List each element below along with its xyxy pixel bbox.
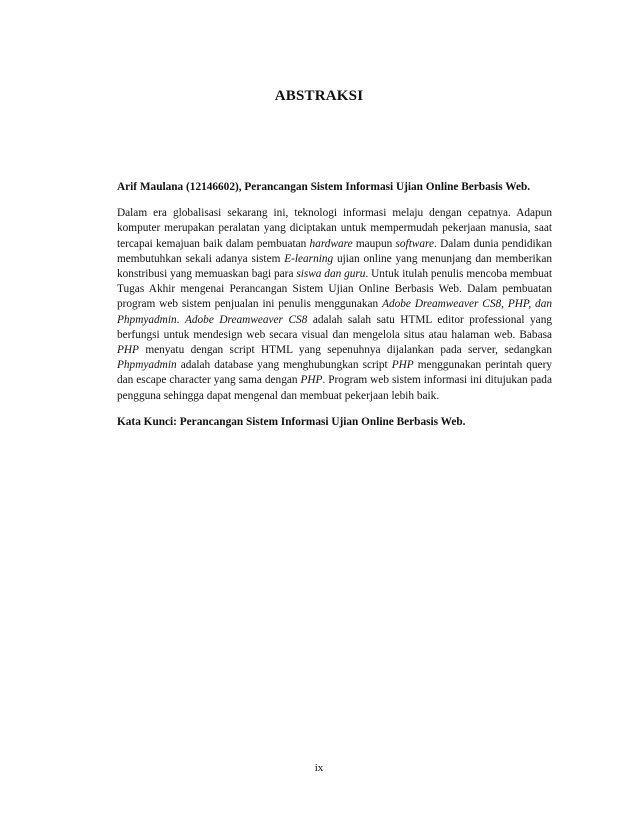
body-segment: . xyxy=(176,313,185,326)
body-segment: siswa dan guru xyxy=(296,268,366,281)
body-segment: PHP xyxy=(300,374,323,387)
body-segment: Dalam era globalisasi sekarang ini, teknologi informasi melaju dengan cepatnya. Adapun komputer merupakan peralatan yang diciptakan untuk mempermudah pekerjaan manusia, saat tercapai kemajuan baik dalam pembuatan xyxy=(117,207,552,250)
page-number: ix xyxy=(314,762,324,774)
body-segment: menyatu dengan script HTML yang sepenuhnya dijalankan pada server, sedangkan xyxy=(138,344,552,357)
body-segment: . Untuk itulah penulis mencoba membuat Tugas Akhir mengenai Perancangan Sistem Ujian Online Berbasis Web. Dalam pembuatan program web sistem penjualan ini penulis menggunakan xyxy=(117,268,552,311)
body-segment: Phpmyadmin xyxy=(117,359,177,372)
keywords: Kata Kunci: Perancangan Sistem Informasi Ujian Online Berbasis Web. xyxy=(117,415,466,428)
body-segment: ujian online yang menunjang dan memberikan konstribusi yang memuaskan bagi para xyxy=(117,252,552,281)
body-segment: software xyxy=(395,237,435,250)
body-segment: adalah salah satu HTML editor professional yang berfungsi untuk mendesign web secara visual dan mengelola situs atau halaman web. Babasa xyxy=(117,313,552,341)
body-segment: maupun xyxy=(352,237,396,250)
abstract-body xyxy=(117,206,552,404)
author-citation: Arif Maulana (12146602), Perancangan Sistem Informasi Ujian Online Berbasis Web. xyxy=(117,181,531,193)
body-segment: Adobe Dreamweaver CS8 xyxy=(184,313,308,326)
body-segment: . Dalam dunia pendidikan membutuhkan sekali adanya sistem xyxy=(117,237,552,265)
body-segment: menggunakan perintah query dan escape character yang sama dengan xyxy=(117,359,552,387)
body-segment: E-learning xyxy=(284,252,334,265)
body-segment: Adobe Dreamweaver CS8, PHP, dan Phpmyadmin xyxy=(117,298,552,326)
abstract-content xyxy=(117,180,552,430)
body-segment: PHP xyxy=(391,359,414,372)
body-segment: PHP xyxy=(117,344,139,357)
body-segment: hardware xyxy=(309,237,353,250)
body-segment: adalah database yang menghubungkan script xyxy=(176,359,392,372)
page-title: ABSTRAKSI xyxy=(274,88,364,104)
body-segment: . Program web sistem informasi ini ditujukan pada pengguna sehingga dapat mengenal dan membuat pekerjaan lebih baik. xyxy=(117,374,552,402)
